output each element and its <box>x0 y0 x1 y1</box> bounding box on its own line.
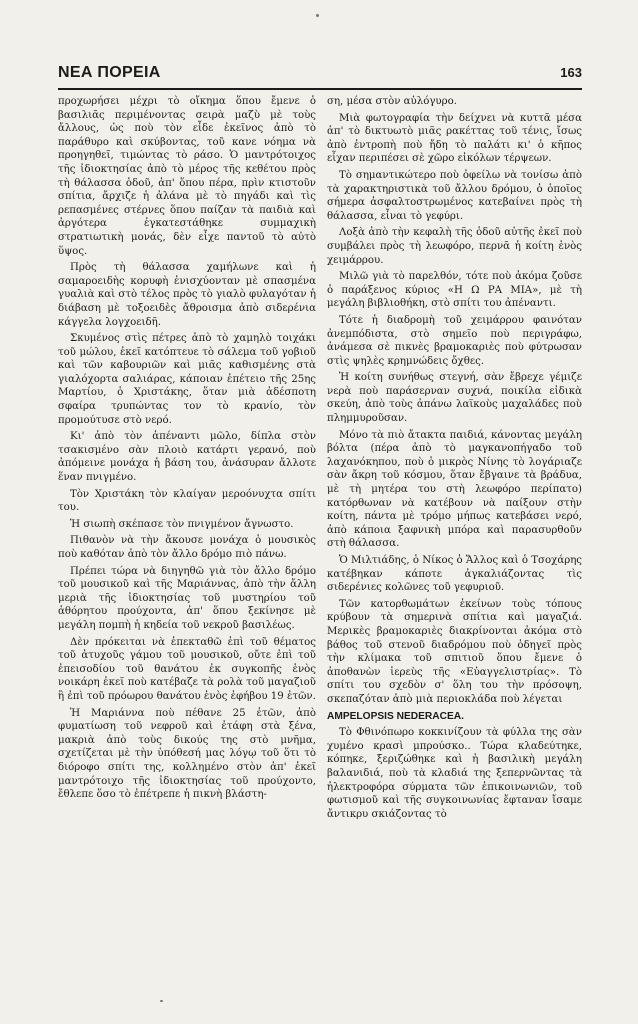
paragraph: Πρέπει τώρα νὰ διηγηθῶ γιὰ τὸν ἄλλο δρόμο τοῦ μουσικοῦ καὶ τῆς Μαριάννας, ἀπὸ τὴν ἄλλη μεριὰ τῆς ἰδιοκτησίας τοῦ μυστηρίου τοῦ ἀθόρητου προύχοντα, ἀπ' ὅπου ξεκίνησε μὲ μεγάλη πομπὴ ἡ κηδεία τοῦ νεκροῦ βασιλέως. <box>58 565 316 631</box>
running-header <box>58 64 582 84</box>
print-speck <box>316 14 319 17</box>
paragraph: Μιλῶ γιὰ τὸ παρελθόν, τότε ποὺ ἀκόμα ζοῦσε ὁ παράξενος κύριος «Η Ω ΡΑ ΜΙΑ», μὲ τὴ μεγάλη βιβλιοθήκη, στὸ σπίτι του ἀπέναντι. <box>327 271 582 310</box>
paragraph: Ἡ κοίτη συνήθως στεγνή, σὰν ἔβρεχε γέμιζε νερὰ ποὺ παράσερναν συχνά, ποικίλα εἰδικὰ σκεύη, ἀπὸ τοὺς ἀπάνω λαϊκοὺς μαχαλάδες ποὺ πλημμυροῦσαν. <box>327 372 582 425</box>
paragraph: Τὸ σημαντικώτερο ποὺ ὀφείλω νὰ τονίσω ἀπὸ τὰ χαρακτηριστικὰ τοῦ ἄλλου δρόμου, ὁ ὁποῖος σήμερα ἀσφαλτοστρωμένος κατεβαίνει πρὸς τὴ θάλασσα, εἶναι τὸ γεφύρι. <box>327 169 582 222</box>
header-rule <box>58 88 582 90</box>
paragraph: Πιθανὸν νὰ τὴν ἄκουσε μονάχα ὁ μουσικὸς ποὺ καθόταν ἀπὸ τὸν ἄλλο δρόμο πιὸ πάνω. <box>58 535 316 560</box>
paragraph: Ἡ Μαριάννα ποὺ πέθανε 25 ἐτῶν, ἀπὸ φυματίωση τοῦ νεφροῦ καὶ ἐτάφη στὰ ξένα, μακριὰ ἀπὸ τοὺς δικούς της στὸ μνῆμα, σχετίζεται μὲ τὴν ὑπόθεσή μας λόγῳ τοῦ ὅτι τὸ διόροφο σπίτι της, κολλημένο στὸν ἀπ' ἐκεῖ μαντρότοιχο τῆς ἰδιοκτησίας τοῦ προύχοντο, ἔθλεπε ὅσο τὸ ἐπέτρεπε ἡ πικνὴ βλάστη- <box>58 707 316 801</box>
paragraph: Τότε ἡ διαδρομὴ τοῦ χειμάρρου φαινόταν ἀνεμπόδιστα, στὸ σημεῖο ποὺ περιγράφω, ἀνάμεσα σὲ πικνὲς βραμοκαριὲς ποὺ φύτρωσαν στὶς ψηλὲς κρημνώδεις ὄχθες. <box>327 314 582 367</box>
page-number: 163 <box>560 65 582 80</box>
paragraph: Μόνο τὰ πιὸ ἄτακτα παιδιά, κάνοντας μεγάλη βόλτα (πέρα ἀπὸ τὸ μαγκανοπήγαδο τοῦ λαχανόκηπου, ποὺ ὁ μικρὸς Νίνης τὸ λογάριαζε σὰν ἄκρη τοῦ κόσμου, ὅταν ἔβγαινε τὰ βράδυα, μὲ τὴ μητέρα του στὴ λεωφόρο περίπατο) κατόρθωναν νὰ κατέβουν νὰ παίξουν στὴν κοίτη, πάντα μὲ τρόμο μήπως κατεβάσει νερό, ἀπὸ κάποια ξαφνικὴ μπόρα καὶ παρασυρθοῦν στὴ θάλασσα. <box>327 429 582 550</box>
paragraph: Δὲν πρόκειται νὰ ἐπεκταθῶ ἐπὶ τοῦ θέματος τοῦ ἀτυχοῦς γάμου τοῦ μουσικοῦ, οὔτε ἐπὶ τοῦ ἐπεισοδίου τοῦ θανάτου ἐκ συγκοπῆς ἑνὸς νοικάρη ἐκεῖ ποὺ κατέβαζε τὰ ρολὰ τοῦ μαγαζιοῦ ἢ ἐπὶ τοῦ πρόωρου θανάτου ἑνὸς ἐφήβου 19 ἐτῶν. <box>58 636 316 702</box>
paragraph: Σκυμένος στὶς πέτρες ἀπὸ τὸ χαμηλὸ τοιχάκι τοῦ μώλου, ἐκεῖ κατόπτευε τὸ σάλεμα τοῦ γοβιοῦ καὶ τῶν καβουριῶν καὶ μιᾶς καθισμένης στὰ γιαλόχορτα σαλιάρας, κάποιαν ἐπέτειο τῆς 25ης Μαρτίου, ὁ Χριστάκης, ὅταν μιὰ ἀδέσποτη σφαίρα τρυπώντας τον τὸ κρανίο, τὸν προμούτυσε στὸ νερό. <box>58 333 316 426</box>
paragraph: Ἡ σιωπὴ σκέπασε τὸν πνιγμένον ἄγνωστο. <box>70 518 294 530</box>
paragraph: ση, μέσα στὸν αὐλόγυρο. <box>327 96 457 107</box>
paragraph: Τὸν Χριστάκη τὸν κλαίγαν μεροόνυχτα σπίτι του. <box>58 488 316 514</box>
paragraph: Τῶν κατορθωμάτων ἐκείνων τοὺς τόπους κρύβουν τὰ σημερινὰ σπίτια καὶ μαγαζιά. Μερικὲς βραμοκαριὲς διακρίνονται ἀκόμα στὸ βάθος τοῦ στενοῦ διαδρόμου ποὺ ὁδηγεῖ πρὸς τὴν κλίμακα τοῦ σπιτιοῦ ὅπου ἔμενε ὁ ἀποθανὼν ἱερεὺς τῆς «Εὐαγγελιστρίας». Τὸ σπίτι του σχεδὸν σ' ὅλη του τὴν πρόσοψη, σκεπαζόταν ἀπὸ μιὰ περιοκλάδα ποὺ λέγεται <box>327 598 582 705</box>
journal-title: ΝΕΑ ΠΟΡΕΙΑ <box>58 64 161 81</box>
paragraph: Λοξὰ ἀπὸ τὴν κεφαλὴ τῆς ὁδοῦ αὐτῆς ἐκεῖ ποὺ συμβάλει πρὸς τὴ λεωφόρο, περνᾶ ἡ κοίτη ἑνὸς χειμάρρου. <box>327 227 582 266</box>
plant-name: AMPELOPSIS NEDERACEA. <box>327 710 464 722</box>
paragraph: Τὸ Φθινόπωρο κοκκινίζουν τὰ φύλλα της σὰν χυμένο κρασὶ μπρούσκο.. Τώρα κλαδεύτηκε, κόπηκε, ξεριζώθηκε καὶ ἡ βασιλικὴ μεγάλη βαλανιδιά, ποὺ τὰ κλαδιά της ξεπερνῶντας τὰ ἠλεκτροφόρα σύρματα τῶν ἐπικοινωνιῶν, τοῦ φωτισμοῦ καὶ τῆς συγκοινωνίας ἔφταναν ἴσαμε ἄντικρυ σκιάζοντας τὸ <box>327 727 582 820</box>
paragraph: Μιὰ φωτογραφία τὴν δείχνει νὰ κυττᾶ μέσα ἀπ' τὸ δικτυωτὸ μιᾶς ρακέττας τοῦ τένις, ἴσως ἀπὸ ἐντροπὴ ποὺ ἤδη τὸ παλάτι κι' ὁ κῆπος εἶχαν περιπέσει σὲ χῶρο εἰκόλων τέρψεων. <box>327 112 582 165</box>
paragraph: Κι' ἀπὸ τὸν ἀπέναντι μῶλο, δίπλα στὸν τσακισμένο σὰν πλοιὸ κατάρτι γερανό, ποὺ ἀπόμεινε μονάχα ἡ βάση του, ἀνάσυραν ἄλλοτε ἕναν πνιγμένο. <box>58 431 316 484</box>
paragraph: Πρὸς τὴ θάλασσα χαμήλωνε καὶ ἡ σαμαροειδὴς κορυφὴ ἐνισχύονταν μὲ σπασμένα γυαλιὰ καὶ στὸ τέλος πρὸς τὸ γιαλὸ φυλαγόταν ἡ διάβαση μὲ τοξοειδὲς ἄθροισμα ἀπὸ σιδερένια κάγγελα λογχοειδῆ. <box>58 262 316 328</box>
print-speck <box>160 1000 163 1002</box>
right-column <box>327 95 582 824</box>
left-column <box>58 95 316 805</box>
paragraph: προχωρήσει μέχρι τὸ οἴκημα ὅπου ἔμενε ὁ βασιλιᾶς περιμένοντας σειρὰ μαζὺ μὲ τοὺς ἄλλους, ὡς ποὺ τὸν εἶδε ἐκεῖνος ἀπὸ τὸ παράθυρο καὶ σκύβοντας, τοῦ κανε νόημα νὰ προηγηθεῖ, τιμώντας τὸ ράσο. Ὁ μαντρότοιχος τῆς ἰδιοκτησίας ἀπὸ τὸ μέρος τῆς κεθέτου πρὸς τὴ θάλασσα ὁδοῦ, ἀπ' ὅπου πέρα, πρὶν κτιστοῦν σπίτια, ἄρχιζε ἡ ἀλάνα μὲ τὸ πηγάδι καὶ τὶς ρεπασμένες στέρνες ὅπου παίζαν τὰ παιδιὰ καὶ ἀργότερα ἐγκατεστάθηκε συμμαχικὴ στρατιωτικὴ μονάς, δὲν εἶχε παντοῦ τὸ αὐτὸ ὕψος. <box>58 96 316 257</box>
paragraph: Ὁ Μιλτιάδης, ὁ Νίκος ὁ Ἄλλος καὶ ὁ Τσοχάρης κατέβηκαν κάποτε ἀγκαλιάζοντας τὶς σιδερένιες κολῶνες τοῦ γεφυριοῦ. <box>327 555 582 594</box>
